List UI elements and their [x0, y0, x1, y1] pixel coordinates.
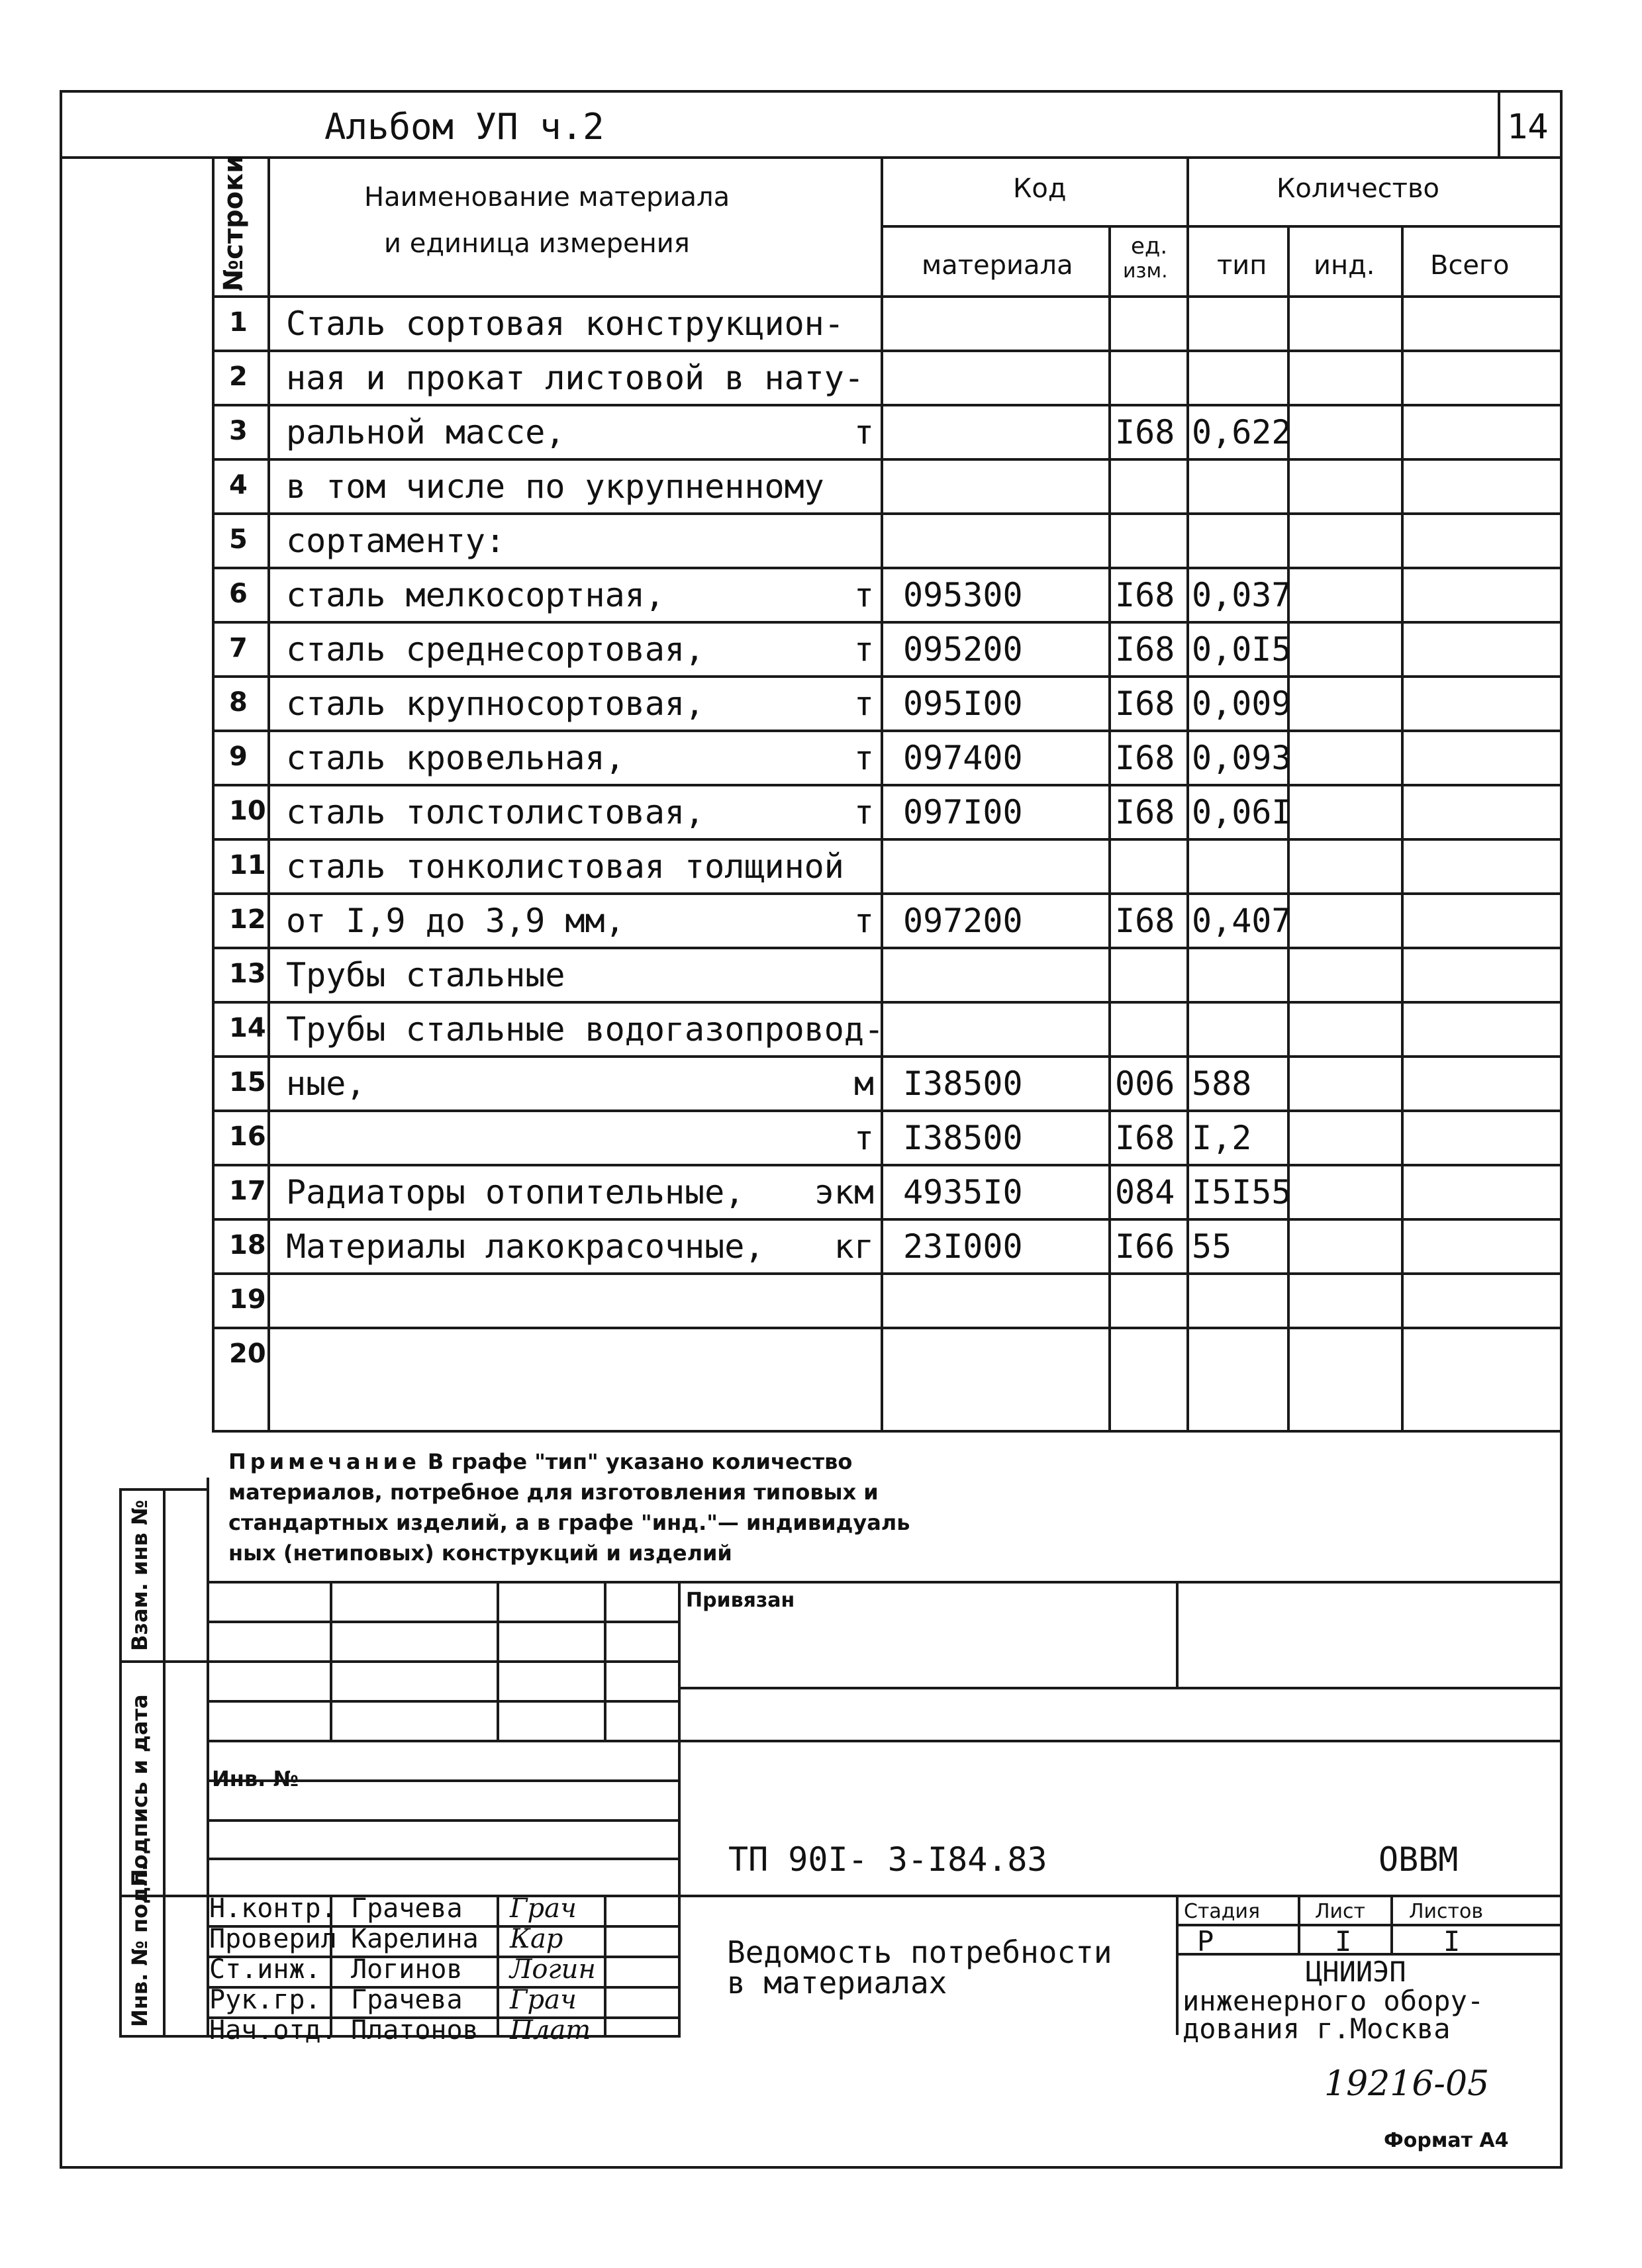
row-number: 12 [229, 904, 266, 935]
table-row [212, 1164, 1563, 1218]
archive-number: 19216-05 [1324, 2064, 1490, 2104]
row-number: 8 [229, 687, 248, 718]
table-row [212, 458, 1563, 512]
material-name: от I,9 до 3,9 мм, [286, 902, 625, 940]
table-row [212, 947, 1563, 1001]
table-row [212, 675, 1563, 730]
row-number: 10 [229, 796, 266, 826]
row-number: 9 [229, 741, 248, 772]
row-number: 2 [229, 361, 248, 392]
row-number: 5 [229, 524, 248, 555]
unit: т [853, 413, 874, 451]
row-number: 18 [229, 1230, 266, 1260]
col-total-header: Всего [1430, 250, 1510, 281]
side-inv-podl: Инв. № подл. [127, 1863, 152, 2027]
signer-role: Проверил [209, 1924, 337, 1954]
material-code: 095200 [903, 630, 1023, 669]
material-code: 095I00 [903, 685, 1023, 723]
stage-header: Стадия [1184, 1900, 1261, 1923]
material-name: Материалы лакокрасочные, [286, 1227, 765, 1266]
material-code: I38500 [903, 1119, 1023, 1157]
unit: т [853, 576, 874, 614]
unit: т [853, 1119, 874, 1157]
unit-code: I68 [1115, 902, 1175, 940]
note-label: Примечание [228, 1449, 420, 1474]
row-number: 16 [229, 1121, 266, 1152]
row-number: 13 [229, 959, 266, 989]
material-code: 097400 [903, 739, 1023, 777]
material-name: сталь среднесортовая, [286, 630, 705, 669]
side-vzam-inv: Взам. инв № [127, 1499, 152, 1651]
unit: т [853, 739, 874, 777]
type-quantity: 0,0I5 [1192, 630, 1292, 669]
document-title-2: в материалах [727, 1965, 947, 2001]
table-row [212, 350, 1563, 404]
row-number: 14 [229, 1013, 266, 1043]
unit-code: 084 [1115, 1173, 1175, 1211]
type-quantity: 0,037 [1192, 576, 1292, 614]
unit: т [853, 902, 874, 940]
unit-code: I68 [1115, 413, 1175, 451]
table-row [212, 512, 1563, 567]
signer-role: Н.контр. [209, 1893, 337, 1924]
signer-name: Грачева [351, 1893, 463, 1924]
material-name: в том числе по укрупненному [286, 467, 824, 506]
row-number: 7 [229, 633, 248, 663]
unit-code: I68 [1115, 685, 1175, 723]
type-quantity: I5I55 [1192, 1173, 1292, 1211]
unit-code: I66 [1115, 1227, 1175, 1266]
material-name: Сталь сортовая конструкцион- [286, 305, 844, 343]
col-type-header: тип [1217, 250, 1267, 281]
unit: т [853, 685, 874, 723]
material-code: 097I00 [903, 793, 1023, 831]
type-quantity: 0,093 [1192, 739, 1292, 777]
document-mark: ОВВМ [1378, 1840, 1459, 1879]
note-text: Примечание В графе "тип" указано количество материалов, потребное для изготовления типовых и стандартных изделий, а в графе "инд."— индивидуаль ных (нетиповых) конструкций и изделий [228, 1449, 910, 1566]
unit: экм [814, 1173, 874, 1211]
document-title-1: Ведомость потребности [727, 1934, 1112, 1970]
sheets-header: Листов [1409, 1900, 1484, 1923]
signature: Плат [510, 2015, 591, 2046]
col-ind-header: инд. [1314, 250, 1375, 281]
row-number: 6 [229, 579, 248, 609]
col-quantity-header: Количество [1277, 173, 1440, 204]
unit: т [853, 630, 874, 669]
table-row [212, 567, 1563, 621]
signer-role: Ст.инж. [209, 1954, 321, 1985]
unit-code: I68 [1115, 576, 1175, 614]
signer-name: Грачева [351, 1985, 463, 2015]
unit-code: I68 [1115, 630, 1175, 669]
inv-no-label: Инв. № [212, 1766, 299, 1791]
format-label: Формат А4 [1384, 2129, 1509, 2152]
type-quantity: I,2 [1192, 1119, 1252, 1157]
album-title: Альбом УП ч.2 [324, 106, 604, 148]
row-number: 1 [229, 307, 248, 338]
row-number: 17 [229, 1176, 266, 1206]
col-name-header-2: и единица измерения [384, 228, 690, 259]
unit: т [853, 793, 874, 831]
signature: Логин [510, 1954, 596, 1985]
table-row [212, 1327, 1563, 1381]
table-row [212, 295, 1563, 350]
signer-role: Нач.отд. [209, 2015, 337, 2046]
material-name: ные, [286, 1064, 366, 1103]
material-name: сортаменту: [286, 522, 506, 560]
type-quantity: 0,009 [1192, 685, 1292, 723]
row-number: 3 [229, 416, 248, 446]
type-quantity: 0,407 [1192, 902, 1292, 940]
material-code: 4935I0 [903, 1173, 1023, 1211]
material-name: сталь мелкосортная, [286, 576, 665, 614]
document-code: ТП 90I- 3-I84.83 [728, 1840, 1047, 1879]
table-row [212, 1055, 1563, 1110]
sheets-value: I [1443, 1925, 1461, 1958]
material-name: сталь кровельная, [286, 739, 625, 777]
row-number: 11 [229, 850, 266, 880]
table-row [212, 1272, 1563, 1327]
organization-1: ЦНИИЭП [1306, 1956, 1406, 1988]
table-row [212, 621, 1563, 675]
col-unit-header-2: изм. [1123, 260, 1168, 283]
side-podpis-date: Подпись и дата [127, 1694, 152, 1887]
unit: м [853, 1064, 874, 1103]
material-name: Трубы стальные водогазопровод- [286, 1010, 885, 1049]
col-code-material-header: материала [922, 250, 1073, 281]
organization-2: инженерного обору- [1183, 1985, 1484, 2017]
table-row [212, 1001, 1563, 1055]
table-row [212, 892, 1563, 947]
col-code-header: Код [1013, 173, 1067, 204]
col-name-header-1: Наименование материала [364, 182, 730, 213]
sheet-value: I [1335, 1925, 1352, 1958]
material-name: сталь толстолистовая, [286, 793, 705, 831]
unit-code: I68 [1115, 1119, 1175, 1157]
col-row-number-header: №строки [218, 154, 249, 291]
row-number: 20 [229, 1339, 266, 1369]
material-code: 23I000 [903, 1227, 1023, 1266]
signature: Кар [510, 1924, 563, 1954]
table-row [212, 1110, 1563, 1164]
material-code: I38500 [903, 1064, 1023, 1103]
table-row [212, 404, 1563, 458]
table-row [212, 730, 1563, 784]
stage-value: Р [1197, 1925, 1214, 1958]
signer-name: Карелина [351, 1924, 479, 1954]
signer-name: Платонов [351, 2015, 479, 2046]
material-name: сталь тонколистовая толщиной [286, 847, 844, 886]
material-code: 095300 [903, 576, 1023, 614]
type-quantity: 0,06I [1192, 793, 1292, 831]
material-code: 097200 [903, 902, 1023, 940]
signature: Грач [510, 1985, 577, 2015]
type-quantity: 55 [1192, 1227, 1232, 1266]
table-row [212, 784, 1563, 838]
privyazan-label: Привязан [686, 1589, 795, 1612]
col-unit-header-1: ед. [1131, 233, 1168, 260]
signer-name: Логинов [351, 1954, 463, 1985]
type-quantity: 0,622 [1192, 413, 1292, 451]
material-name: сталь крупносортовая, [286, 685, 705, 723]
unit-code: I68 [1115, 793, 1175, 831]
type-quantity: 588 [1192, 1064, 1252, 1103]
material-name: ральной массе, [286, 413, 565, 451]
unit: кг [834, 1227, 874, 1266]
material-name: ная и прокат листовой в нату- [286, 359, 864, 397]
row-number: 19 [229, 1284, 266, 1315]
signer-role: Рук.гр. [209, 1985, 321, 2015]
sheet-number: 14 [1507, 107, 1549, 147]
signature: Грач [510, 1893, 577, 1924]
unit-code: 006 [1115, 1064, 1175, 1103]
organization-3: дования г.Москва [1183, 2012, 1451, 2045]
row-number: 4 [229, 470, 248, 500]
sheet-header: Лист [1315, 1900, 1366, 1923]
table-row [212, 1218, 1563, 1272]
table-row [212, 838, 1563, 892]
material-name: Радиаторы отопительные, [286, 1173, 745, 1211]
row-number: 15 [229, 1067, 266, 1098]
material-name: Трубы стальные [286, 956, 565, 994]
unit-code: I68 [1115, 739, 1175, 777]
